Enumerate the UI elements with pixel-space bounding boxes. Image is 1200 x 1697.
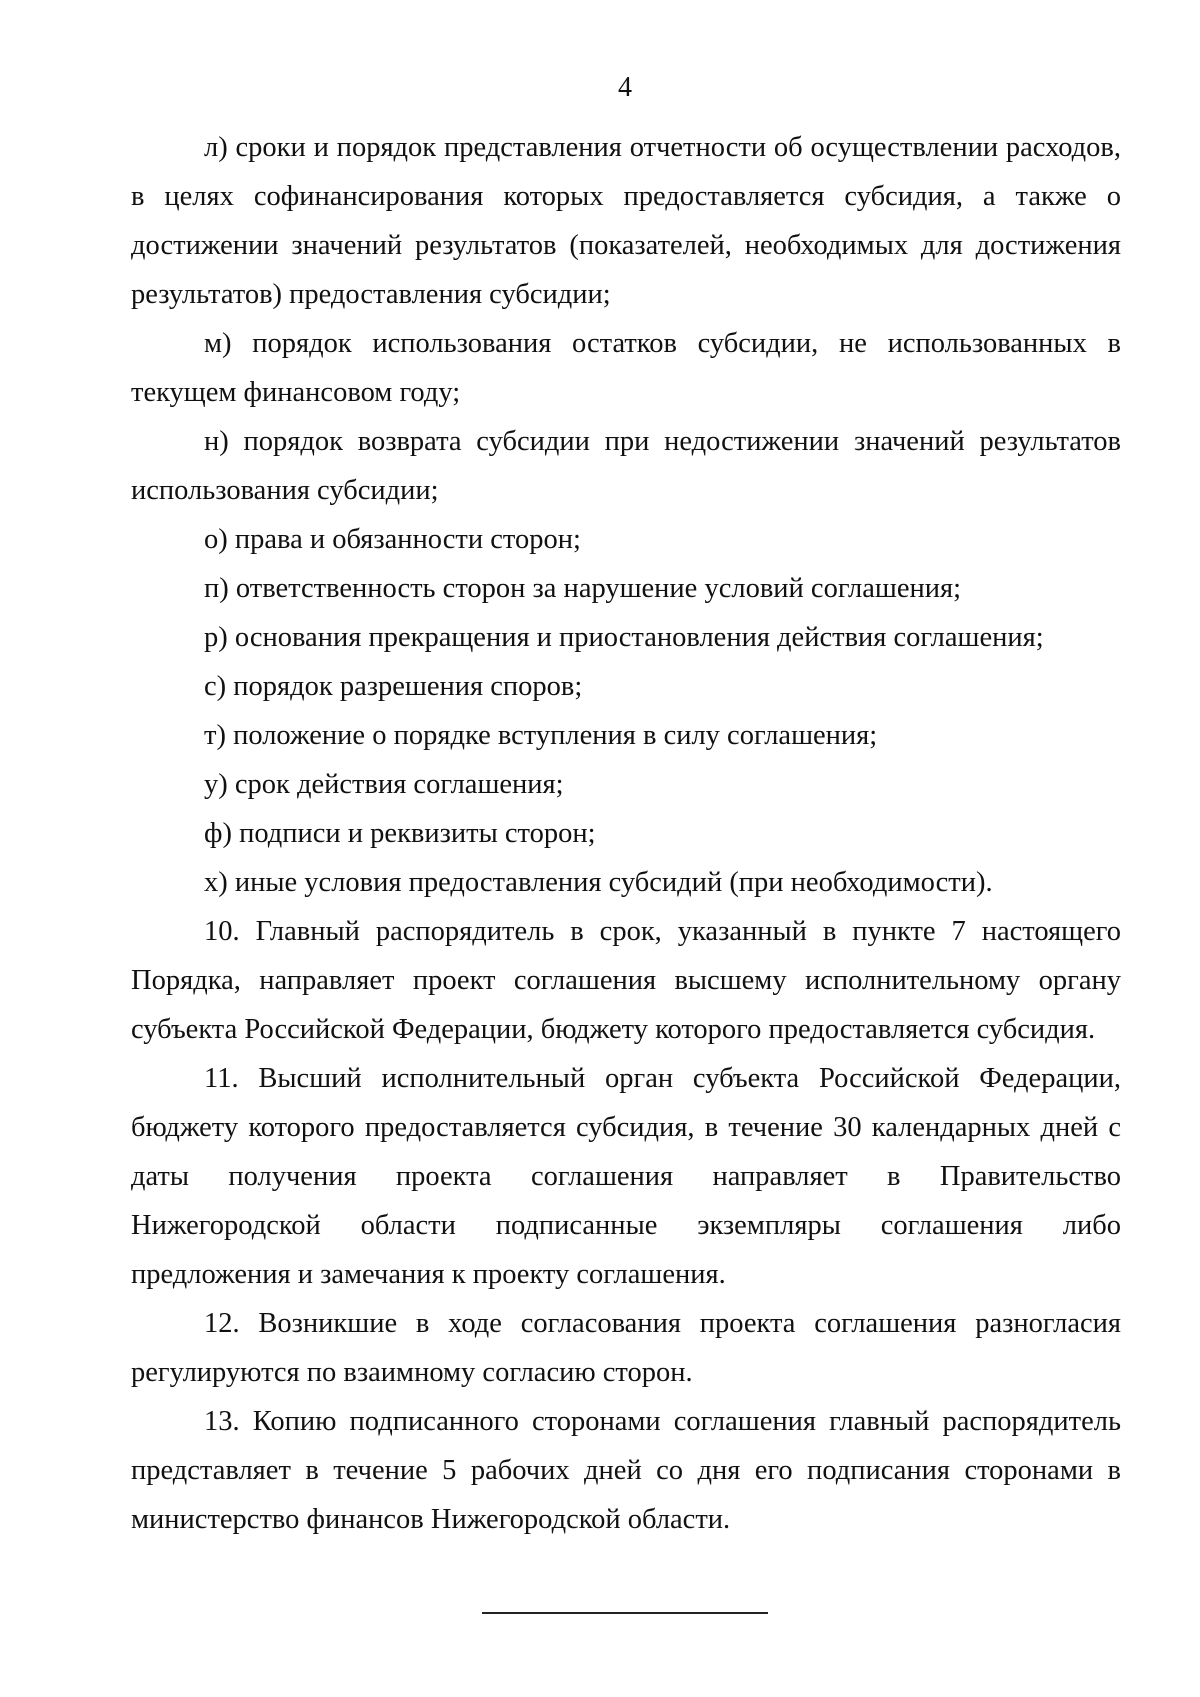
paragraph-t: т) положение о порядке вступления в силу соглашения; — [204, 720, 878, 751]
paragraph-10: 10. Главный распорядитель в срок, указанный в пункте 7 настоящего Порядка, направляет проект соглашения высшему исполнительному органу субъекта Российской Федерации, бюджету которого предоставляется субсидия. — [131, 916, 1121, 1045]
paragraph-m: м) порядок использования остатков субсидии, не использованных в текущем финансовом году; — [131, 328, 1121, 408]
paragraph-n: н) порядок возврата субсидии при недостижении значений результатов использования субсидии; — [131, 426, 1121, 506]
paragraph-l: л) сроки и порядок представления отчетности об осуществлении расходов, в целях софинансирования которых предоставляется субсидия, а также о достижении значений результатов (показателей, необходимых для достижения результатов) предоставления субсидии; — [131, 132, 1121, 310]
paragraph-f: ф) подписи и реквизиты сторон; — [204, 818, 596, 849]
paragraph-12: 12. Возникшие в ходе согласования проекта соглашения разногласия регулируются по взаимному согласию сторон. — [131, 1308, 1121, 1388]
paragraph-u: у) срок действия соглашения; — [204, 769, 564, 800]
paragraph-p: п) ответственность сторон за нарушение условий соглашения; — [204, 573, 962, 604]
paragraph-11: 11. Высший исполнительный орган субъекта Российской Федерации, бюджету которого предоставляется субсидия, в течение 30 календарных дней с даты получения проекта соглашения направляет в Правительство Нижегородской области подписанные экземпляры соглашения либо предложения и замечания к проекту соглашения. — [131, 1063, 1121, 1290]
paragraph-kh: х) иные условия предоставления субсидий (при необходимости). — [204, 867, 993, 898]
paragraph-o: о) права и обязанности сторон; — [204, 524, 581, 555]
paragraph-13: 13. Копию подписанного сторонами соглашения главный распорядитель представляет в течение 5 рабочих дней со дня его подписания сторонами в министерство финансов Нижегородской области. — [131, 1406, 1121, 1535]
paragraph-r: р) основания прекращения и приостановления действия соглашения; — [204, 622, 1044, 653]
paragraph-s: с) порядок разрешения споров; — [204, 671, 583, 702]
end-rule — [482, 1612, 768, 1614]
document-body — [131, 123, 1121, 1544]
page-number: 4 — [618, 72, 632, 103]
